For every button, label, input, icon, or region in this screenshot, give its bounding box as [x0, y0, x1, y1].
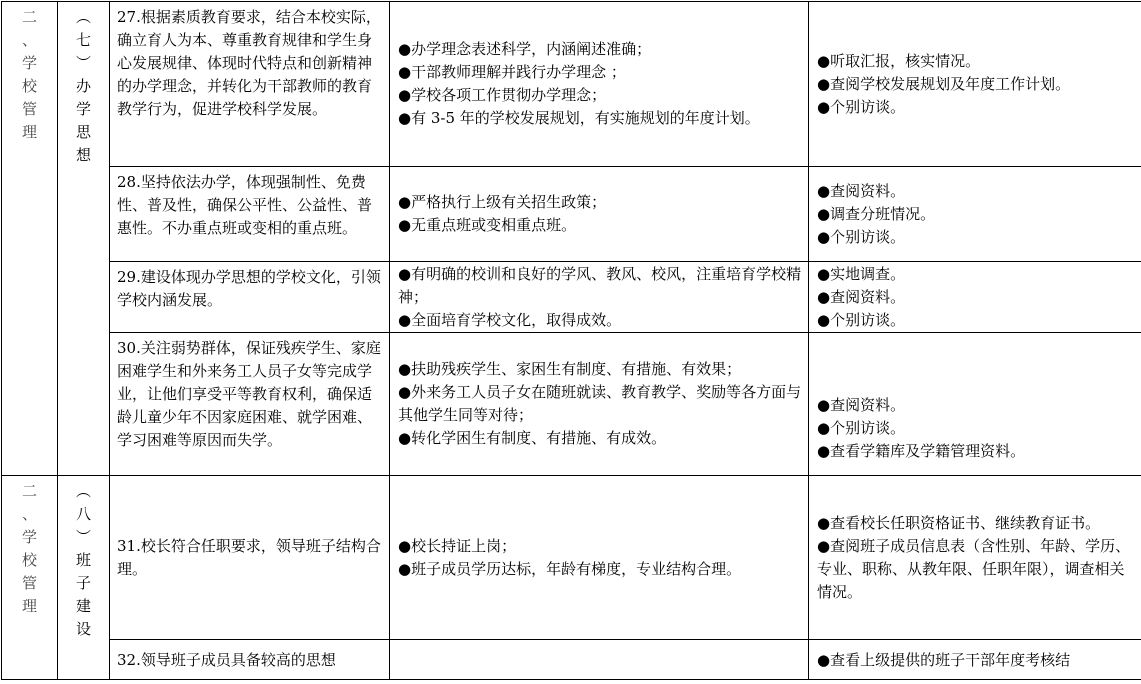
part-label: 二 、 学 校 管 理 — [21, 482, 37, 615]
item-cell: 31.校长符合任职要求，领导班子结构合理。 — [110, 476, 390, 640]
standard-cell: ●有明确的校训和良好的学风、教风、校风，注重培育学校精神； ●全面培育学校文化，取得成效。 — [390, 262, 809, 333]
item-cell: 27.根据素质教育要求，结合本校实际，确立育人为本、尊重教育规律和学生身心发展规律、体现时代特点和创新精神的办学理念，并转化为干部教师的教育教学行为，促进学校科学发展。 — [110, 2, 390, 167]
item-cell: 30.关注弱势群体，保证残疾学生、家庭困难学生和外来务工人员子女等完成学业，让他们享受平等教育权利，确保适龄儿童少年不因家庭困难、就学困难、学习困难等原因而失学。 — [110, 333, 390, 476]
method-cell: ●查看上级提供的班子干部年度考核结 — [809, 640, 1141, 680]
sub-label: ︵ 七 ︶ 办 学 思 想 — [75, 8, 91, 164]
evaluation-table — [1, 1, 1141, 680]
part-label-cell — [2, 476, 58, 680]
sub-label-cell — [58, 476, 110, 680]
item-cell: 28.坚持依法办学，体现强制性、免费性、普及性，确保公平性、公益性、普惠性。不办重点班或变相的重点班。 — [110, 167, 390, 262]
method-cell: ●查阅资料。 ●个别访谈。 ●查看学籍库及学籍管理资料。 — [809, 333, 1141, 476]
table-row — [2, 2, 1141, 167]
method-cell: ●查阅资料。 ●调查分班情况。 ●个别访谈。 — [809, 167, 1141, 262]
table-row — [2, 476, 1141, 640]
item-cell: 32.领导班子成员具备较高的思想 — [110, 640, 390, 680]
standard-cell: ●办学理念表述科学，内涵阐述准确； ●干部教师理解并践行办学理念 ； ●学校各项工作贯彻办学理念； ●有 3-5 年的学校发展规划，有实施规划的年度计划。 — [390, 2, 809, 167]
method-cell: ●实地调查。 ●查阅资料。 ●个别访谈。 — [809, 262, 1141, 333]
standard-cell: ●严格执行上级有关招生政策； ●无重点班或变相重点班。 — [390, 167, 809, 262]
standard-cell: ●校长持证上岗； ●班子成员学历达标，年龄有梯度，专业结构合理。 — [390, 476, 809, 640]
table-row — [2, 640, 1141, 680]
table-row — [2, 167, 1141, 262]
sub-label: ︵ 八 ︶ 班 子 建 设 — [75, 482, 91, 638]
standard-cell: ●扶助残疾学生、家困生有制度、有措施、有效果； ●外来务工人员子女在随班就读、教育教学、奖励等各方面与其他学生同等对待； ●转化学困生有制度、有措施、有成效。 — [390, 333, 809, 476]
method-cell: ●查看校长任职资格证书、继续教育证书。 ●查阅班子成员信息表（含性别、年龄、学历、专业、职称、从教年限、任职年限），调查相关情况。 — [809, 476, 1141, 640]
sub-label-cell — [58, 2, 110, 476]
standard-cell — [390, 640, 809, 680]
table-row — [2, 262, 1141, 333]
part-label-cell — [2, 2, 58, 476]
item-cell: 29.建设体现办学思想的学校文化，引领学校内涵发展。 — [110, 262, 390, 333]
table-row — [2, 333, 1141, 476]
method-cell: ●听取汇报，核实情况。 ●查阅学校发展规划及年度工作计划。 ●个别访谈。 — [809, 2, 1141, 167]
part-label: 二 、 学 校 管 理 — [21, 8, 37, 141]
